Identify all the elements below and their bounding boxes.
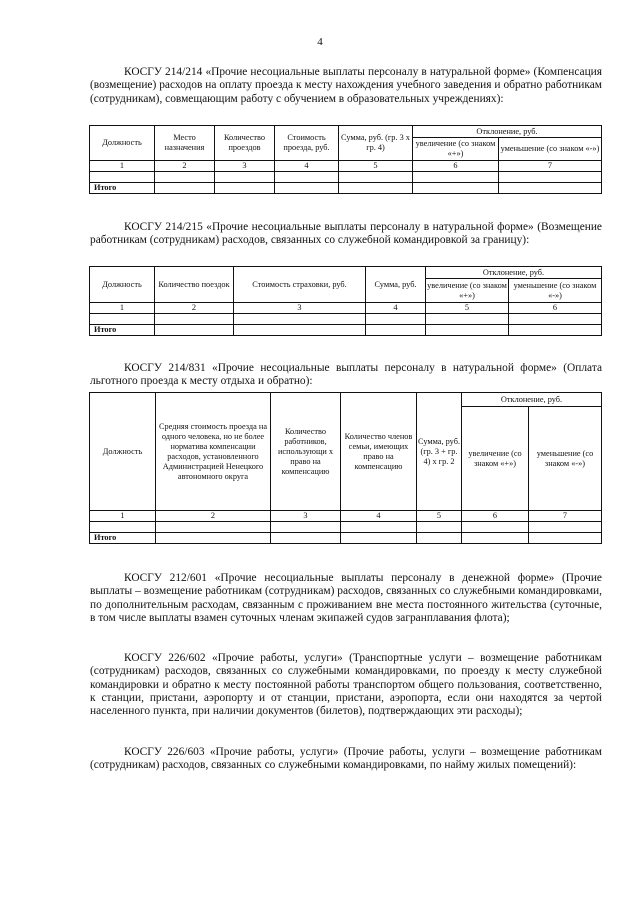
col-number: 1 <box>90 303 155 314</box>
header-trips-count: Количество проездов <box>215 126 275 161</box>
header-increase: увеличение (со знаком «+») <box>413 138 499 161</box>
col-number: 6 <box>462 511 529 522</box>
table-row <box>90 522 602 533</box>
header-family-count: Количество членов семьи, имеющих право на компенсацию <box>341 393 417 511</box>
total-label: Итого <box>90 533 156 544</box>
header-decrease: уменьшение (со знаком «-») <box>529 407 602 511</box>
header-decrease: уменьшение (со знаком «-») <box>509 279 602 303</box>
header-decrease: уменьшение (со знаком «-») <box>499 138 602 161</box>
header-position: Должность <box>90 267 155 303</box>
col-number: 6 <box>509 303 602 314</box>
col-number: 2 <box>155 161 215 172</box>
header-increase: увеличение (со знаком «+») <box>426 279 509 303</box>
header-sum: Сумма, руб. (гр. 3 + гр. 4) х гр. 2 <box>417 393 462 511</box>
page-number: 4 <box>317 36 323 48</box>
header-average-cost: Средняя стоимость проезда на одного человека, но не более норматива компенсации расходов, установленного Администрацией Ненецкого автономного округа <box>156 393 271 511</box>
table-214-214 <box>89 125 602 194</box>
table-row <box>90 314 602 325</box>
header-deviation: Отклонение, руб. <box>413 126 602 138</box>
section1-text: КОСГУ 214/214 «Прочие несоциальные выплаты персоналу в натуральной форме» (Компенсация (возмещение) расходов на оплату проезда к месту нахождения учебного заведения и обратно работникам (сотрудникам), совмещающим работу с обучением в образовательных учреждениях): <box>90 66 602 105</box>
col-number: 4 <box>275 161 339 172</box>
paragraph-226-603: КОСГУ 226/603 «Прочие работы, услуги» (Прочие работы, услуги – возмещение работникам (сотрудникам) расходов, связанных со служебными командировками, по найму жилых помещений): <box>90 746 602 772</box>
col-number: 5 <box>426 303 509 314</box>
section3-text: КОСГУ 214/831 «Прочие несоциальные выплаты персоналу в натуральной форме» (Оплата льготного проезда к месту отдыха и обратно): <box>90 362 602 388</box>
table-214-831 <box>89 392 602 544</box>
paragraph-212-601: КОСГУ 212/601 «Прочие несоциальные выплаты персоналу в денежной форме» (Прочие выплаты – возмещение работникам (сотрудникам) расходов, связанных со служебными командировками, по дополнительным расходам, связанным с проживанием вне места постоянного жительства (суточные, в том числе выплаты взамен суточных членам экипажей судов загранплавания флота); <box>90 572 602 624</box>
header-insurance-cost: Стоимость страховки, руб. <box>234 267 366 303</box>
col-number: 5 <box>417 511 462 522</box>
header-sum: Сумма, руб. (гр. 3 х гр. 4) <box>339 126 413 161</box>
header-fare: Стоимость проезда, руб. <box>275 126 339 161</box>
header-position: Должность <box>90 126 155 161</box>
col-number: 2 <box>155 303 234 314</box>
total-row <box>90 183 602 194</box>
header-workers-count: Количество работников, использующи х право на компенсацию <box>271 393 341 511</box>
col-number: 7 <box>529 511 602 522</box>
header-deviation: Отклонение, руб. <box>426 267 602 279</box>
col-number: 2 <box>156 511 271 522</box>
total-row <box>90 533 602 544</box>
header-position: Должность <box>90 393 156 511</box>
col-number: 5 <box>339 161 413 172</box>
col-number: 3 <box>234 303 366 314</box>
col-number: 1 <box>90 161 155 172</box>
total-label: Итого <box>90 183 155 194</box>
col-number: 6 <box>413 161 499 172</box>
col-number: 3 <box>215 161 275 172</box>
header-sum: Сумма, руб. <box>366 267 426 303</box>
header-destination: Место назначения <box>155 126 215 161</box>
col-number: 4 <box>341 511 417 522</box>
col-number: 1 <box>90 511 156 522</box>
total-row <box>90 325 602 336</box>
table-214-215 <box>89 266 602 336</box>
section2-text: КОСГУ 214/215 «Прочие несоциальные выплаты персоналу в натуральной форме» (Возмещение работникам (сотрудникам) расходов, связанных со служебной командировкой за границу): <box>90 221 602 247</box>
total-label: Итого <box>90 325 155 336</box>
paragraph-226-602: КОСГУ 226/602 «Прочие работы, услуги» (Транспортные услуги – возмещение работникам (сотрудникам) расходов, связанных со служебными командировками, по проезду к месту служебной командировки и обратно к месту постоянной работы транспортом общего пользования, соответственно, к станции, пристани, аэропорту и от станции, пристани, аэропорта, если они находятся за чертой населенного пункта, при наличии документов (билетов), подтверждающих эти расходы); <box>90 652 602 718</box>
col-number: 3 <box>271 511 341 522</box>
header-deviation: Отклонение, руб. <box>462 393 602 407</box>
header-increase: увеличение (со знаком «+») <box>462 407 529 511</box>
header-trips-count: Количество поездок <box>155 267 234 303</box>
table-row <box>90 172 602 183</box>
col-number: 4 <box>366 303 426 314</box>
col-number: 7 <box>499 161 602 172</box>
